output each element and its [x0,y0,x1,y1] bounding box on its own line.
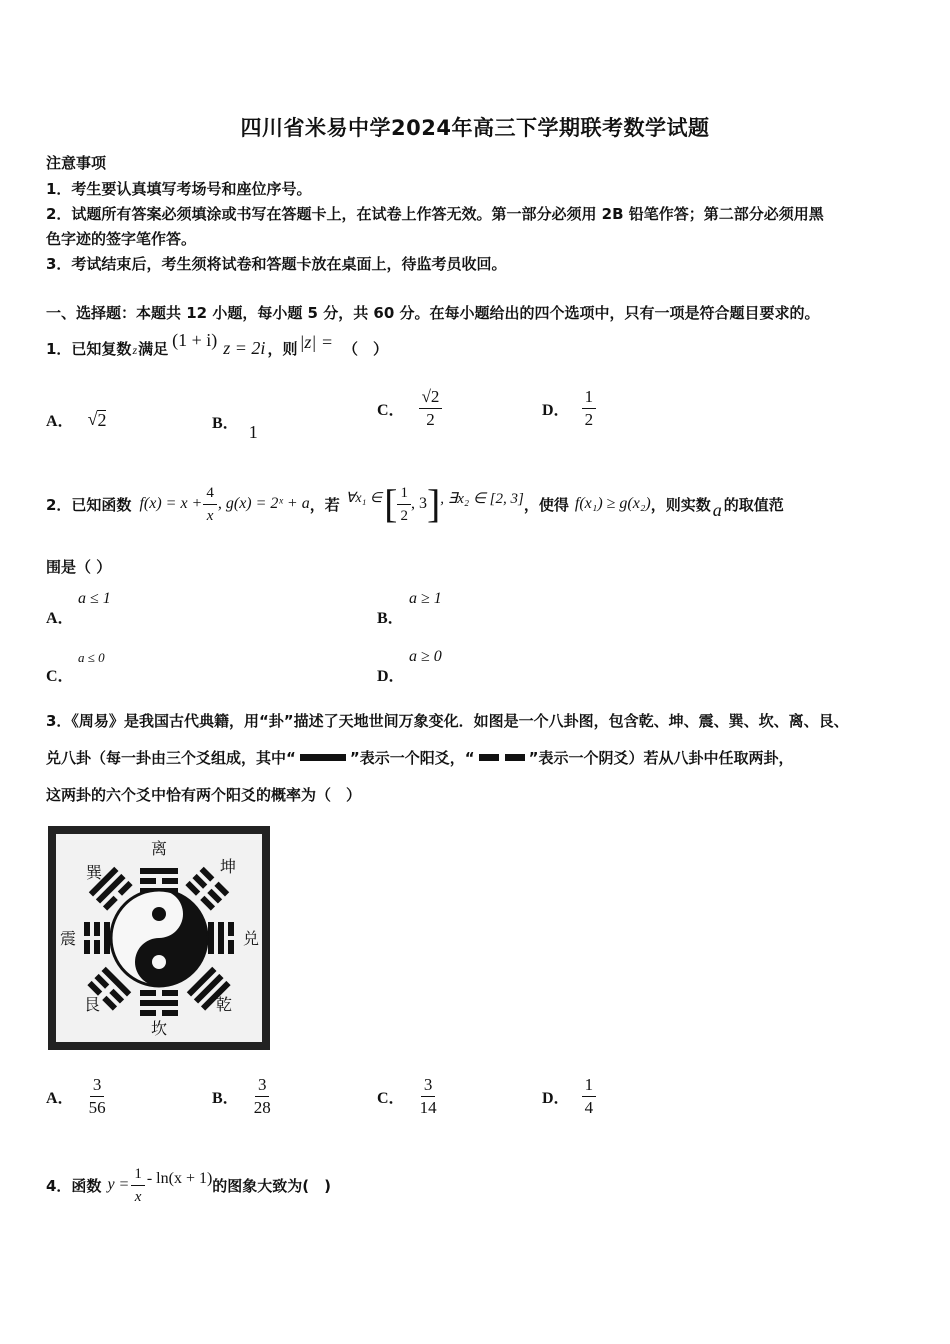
fraction [86,1076,109,1117]
fraction-numerator: 3 [255,1076,270,1097]
q3-line-2b: ”表示一个阳爻，“ [349,749,475,767]
option-label: D． [542,402,570,419]
option-label: B． [377,610,404,627]
q4-suffix: 的图象大致为( ) [212,1176,332,1195]
option-value: 2 [97,410,107,430]
q2-ruo: ，若 [309,495,340,514]
question-1-stem [46,330,389,359]
fraction-numerator: 1 [131,1165,145,1186]
q3-line-3: 这两卦的六个爻中恰有两个阳爻的概率为（ ） [46,786,362,804]
q2-f-lhs: f(x) = x + [139,495,203,512]
bagua-figure [48,826,270,1050]
label-qian: 乾 [215,995,233,1014]
fraction [582,388,597,429]
fraction-numerator: 3 [90,1076,105,1097]
fraction-numerator: √2 [419,388,443,409]
label-li: 离 [150,839,168,858]
label-dui: 兑 [242,929,260,948]
option-label: C． [377,402,405,419]
option-value: a ≥ 1 [409,590,442,607]
q3-line-2c: ”表示一个阴爻）若从八卦中任取两卦， [528,749,794,767]
q2-prefix: 2．已知函数 [46,495,132,514]
option-label: A． [46,1090,74,1107]
option-label: B． [212,415,239,432]
q1-option-c[interactable] [377,388,442,429]
option-label: A． [46,610,74,627]
q2-tail: ，则实数 [650,495,711,514]
option-label: B． [212,1090,239,1107]
q2-exists: , ∃x₂ ∈ [2, 3] [440,490,524,507]
q1-eq-rhs: z = 2i [223,338,266,358]
notice-item-2a: 2．试题所有答案必须填涂或书写在答题卡上，在试卷上作答无效。第一部分必须用 2B 铅笔作答；第二部分必须用黑 [46,205,824,223]
section-heading: 一、选择题：本题共 12 小题，每小题 5 分，共 60 分。在每小题给出的四个选项中，只有一项是符合题目要求的。 [46,304,820,322]
label-kan: 坎 [150,1019,168,1038]
q2-ineq: f(x₁) ≥ g(x₂) [574,495,651,512]
q1-option-a[interactable] [46,408,106,431]
fraction [419,388,443,429]
fraction [417,1076,440,1117]
q1-modulus: |z| = [299,332,334,352]
q2-forall: ∀x₁ ∈ [345,490,383,506]
notice-item-1: 1．考生要认真填写考场号和座位序号。 [46,180,312,198]
option-label: C． [46,668,74,685]
q3-line-1: 3．《周易》是我国古代典籍，用“卦”描述了天地世间万象变化．如图是一个八卦图，包含乾、坤、震、巽、坎、离、艮、 [46,712,849,730]
bracket-left-icon: [ [384,481,398,526]
fraction-denominator: 14 [419,1098,437,1117]
q2-var: a [712,499,722,520]
label-zhen: 震 [59,929,77,948]
fraction-denominator: 2 [584,410,594,429]
question-2-stem [46,474,784,534]
fraction-denominator: x [134,1188,142,1205]
fraction-denominator: 4 [584,1098,594,1117]
q3-option-b[interactable] [212,1076,274,1117]
yin-line-icon [479,754,499,761]
question-4-stem [46,1160,331,1210]
option-label: A． [46,413,74,430]
fraction-numerator: 1 [582,1076,597,1097]
option-value: 1 [248,422,258,442]
q1-option-b[interactable] [212,410,258,442]
q1-option-d[interactable] [542,388,596,429]
bracket-right-icon: ] [426,481,441,526]
q3-line-2 [46,747,793,768]
q1-eq-lhs: (1 + i) [172,330,218,350]
bagua-diagram [48,826,270,1050]
q3-option-c[interactable] [377,1076,440,1117]
fraction-numerator: 1 [397,484,411,505]
q2-tail2: 的取值范 [723,495,784,514]
fraction [131,1165,145,1206]
fraction [203,484,217,525]
q1-prefix: 1．已知复数 [46,340,132,358]
option-label: D． [377,668,405,685]
q2-shide: ，使得 [523,495,569,514]
notice-heading: 注意事项 [46,154,107,172]
q2-g-def: , g(x) = 2ˣ + a [217,495,310,512]
notice-item-2b: 色字迹的签字笔作答。 [46,230,197,248]
label-xun: 巽 [85,863,103,882]
q1-mid: 满足 [138,340,169,358]
q4-rest: - ln(x + 1) [146,1170,213,1187]
page-title: 四川省米易中学2024年高三下学期联考数学试题 [240,116,710,140]
fraction [397,484,411,525]
q2-line-2: 围是（ ） [46,558,112,576]
fraction-denominator: 28 [253,1098,271,1117]
yin-yang-icon [111,890,207,986]
fraction-numerator: 3 [421,1076,436,1097]
q1-then: ，则 [267,340,298,358]
fraction-denominator: x [206,507,214,524]
label-gen: 艮 [83,995,101,1014]
fraction [582,1076,597,1117]
q3-line-2a: 兑八卦（每一卦由三个爻组成，其中“ [46,749,296,767]
q2-int1-tail: , 3 [410,495,427,512]
fraction-numerator: 4 [203,484,217,505]
fraction-numerator: 1 [582,388,597,409]
option-value: a ≤ 1 [78,590,111,607]
q3-option-a[interactable] [46,1076,109,1117]
q1-paren: （ ） [343,340,389,358]
q4-y-eq: y = [107,1176,130,1193]
fraction-denominator: 56 [88,1098,106,1117]
notice-item-3: 3．考试结束后，考生须将试卷和答题卡放在桌面上，待监考员收回。 [46,255,507,273]
q3-option-d[interactable] [542,1076,596,1117]
label-kun: 坤 [219,857,237,876]
option-value: a ≥ 0 [409,648,442,665]
fraction [251,1076,274,1117]
option-value: a ≤ 0 [78,650,105,665]
fraction-denominator: 2 [426,410,435,429]
yin-line-icon [505,754,525,761]
sqrt-icon: √ [87,409,98,429]
yang-line-icon [300,754,346,761]
fraction-denominator: 2 [400,507,408,524]
q4-prefix: 4．函数 [46,1176,102,1195]
q1-var: z [132,343,138,357]
option-label: C． [377,1090,405,1107]
option-label: D． [542,1090,570,1107]
